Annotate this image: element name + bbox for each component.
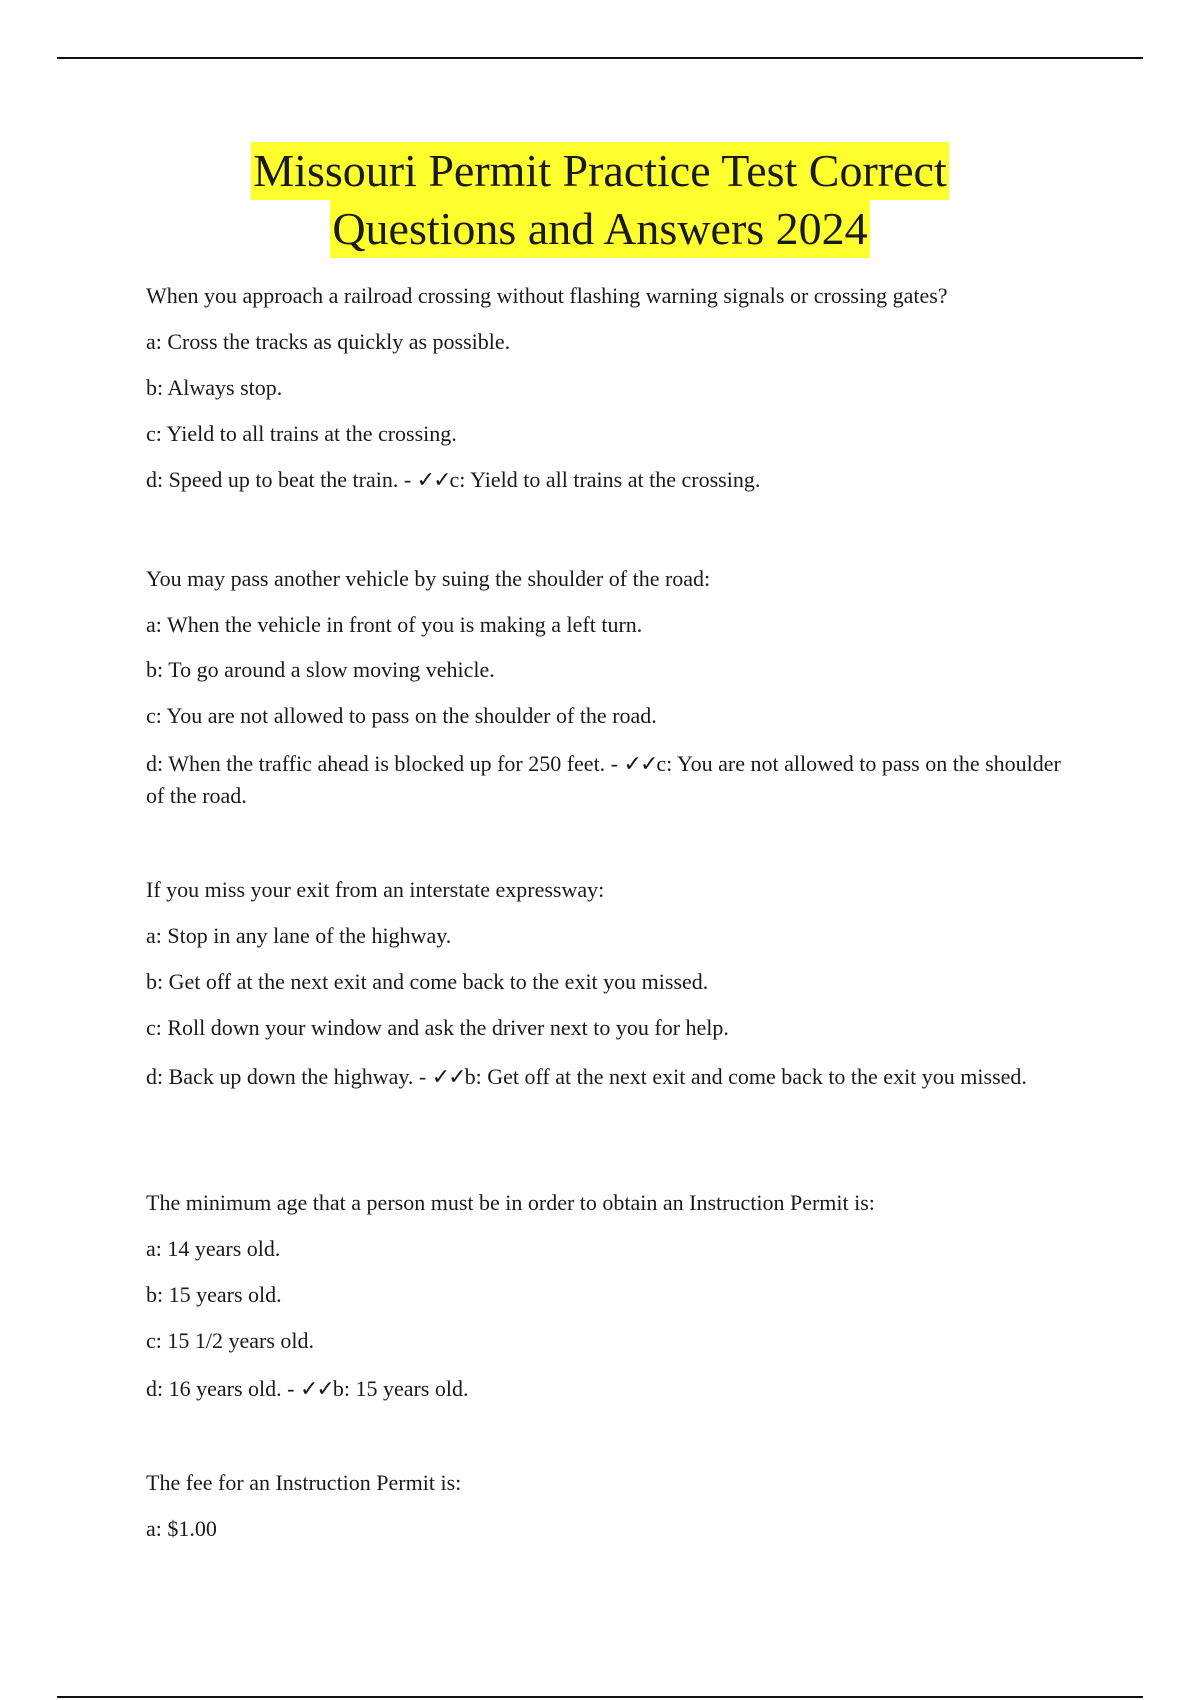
question-text: The fee for an Instruction Permit is: bbox=[146, 1470, 462, 1495]
question-text: The minimum age that a person must be in order to obtain an Instruction Permit is: bbox=[146, 1190, 875, 1215]
double-check-icon: ✓✓ bbox=[623, 752, 657, 777]
question-text: You may pass another vehicle by suing the shoulder of the road: bbox=[146, 566, 711, 591]
option-a: a: $1.00 bbox=[146, 1516, 217, 1541]
option-d: d: When the traffic ahead is blocked up for 250 feet. - bbox=[146, 751, 619, 776]
option-c: c: 15 1/2 years old. bbox=[146, 1328, 315, 1353]
correct-answer: b: Get off at the next exit and come back to the exit you missed. bbox=[464, 1064, 1027, 1089]
option-b: b: 15 years old. bbox=[146, 1282, 282, 1307]
question-text: If you miss your exit from an interstate expressway: bbox=[146, 877, 605, 902]
correct-answer: b: 15 years old. bbox=[332, 1376, 469, 1401]
option-d: d: Back up down the highway. - bbox=[146, 1064, 427, 1089]
question-text: When you approach a railroad crossing without flashing warning signals or crossing gates? bbox=[146, 283, 948, 308]
option-a: a: When the vehicle in front of you is making a left turn. bbox=[146, 612, 643, 637]
option-d-with-answer bbox=[146, 748, 1066, 811]
option-b: b: Get off at the next exit and come back to the exit you missed. bbox=[146, 969, 709, 994]
question-block bbox=[146, 280, 1066, 496]
option-a: a: Stop in any lane of the highway. bbox=[146, 923, 452, 948]
option-d-with-answer bbox=[146, 464, 1066, 496]
option-c: c: Yield to all trains at the crossing. bbox=[146, 421, 457, 446]
option-a: a: Cross the tracks as quickly as possible. bbox=[146, 329, 511, 354]
option-a: a: 14 years old. bbox=[146, 1236, 281, 1261]
double-check-icon: ✓✓ bbox=[299, 1377, 333, 1402]
title-line-1: Missouri Permit Practice Test Correct bbox=[251, 142, 948, 200]
document-title bbox=[0, 142, 1200, 258]
double-check-icon: ✓✓ bbox=[416, 468, 450, 493]
option-c: c: You are not allowed to pass on the shoulder of the road. bbox=[146, 703, 657, 728]
option-d: d: Speed up to beat the train. - bbox=[146, 467, 412, 492]
top-rule bbox=[57, 57, 1143, 59]
question-block bbox=[146, 1187, 1066, 1405]
correct-answer: c: You are not allowed to pass on the shoulder of the road. bbox=[146, 751, 1061, 808]
option-b: b: Always stop. bbox=[146, 375, 283, 400]
option-d-with-answer bbox=[146, 1061, 1066, 1093]
title-line-2: Questions and Answers 2024 bbox=[330, 200, 869, 258]
option-d-with-answer bbox=[146, 1373, 1066, 1405]
option-d: d: 16 years old. - bbox=[146, 1376, 295, 1401]
bottom-rule bbox=[57, 1696, 1143, 1698]
question-block bbox=[146, 874, 1066, 1093]
double-check-icon: ✓✓ bbox=[431, 1065, 465, 1090]
correct-answer: c: Yield to all trains at the crossing. bbox=[449, 467, 761, 492]
option-b: b: To go around a slow moving vehicle. bbox=[146, 657, 495, 682]
question-block bbox=[146, 563, 1066, 811]
option-c: c: Roll down your window and ask the driver next to you for help. bbox=[146, 1015, 729, 1040]
question-block bbox=[146, 1467, 1066, 1559]
